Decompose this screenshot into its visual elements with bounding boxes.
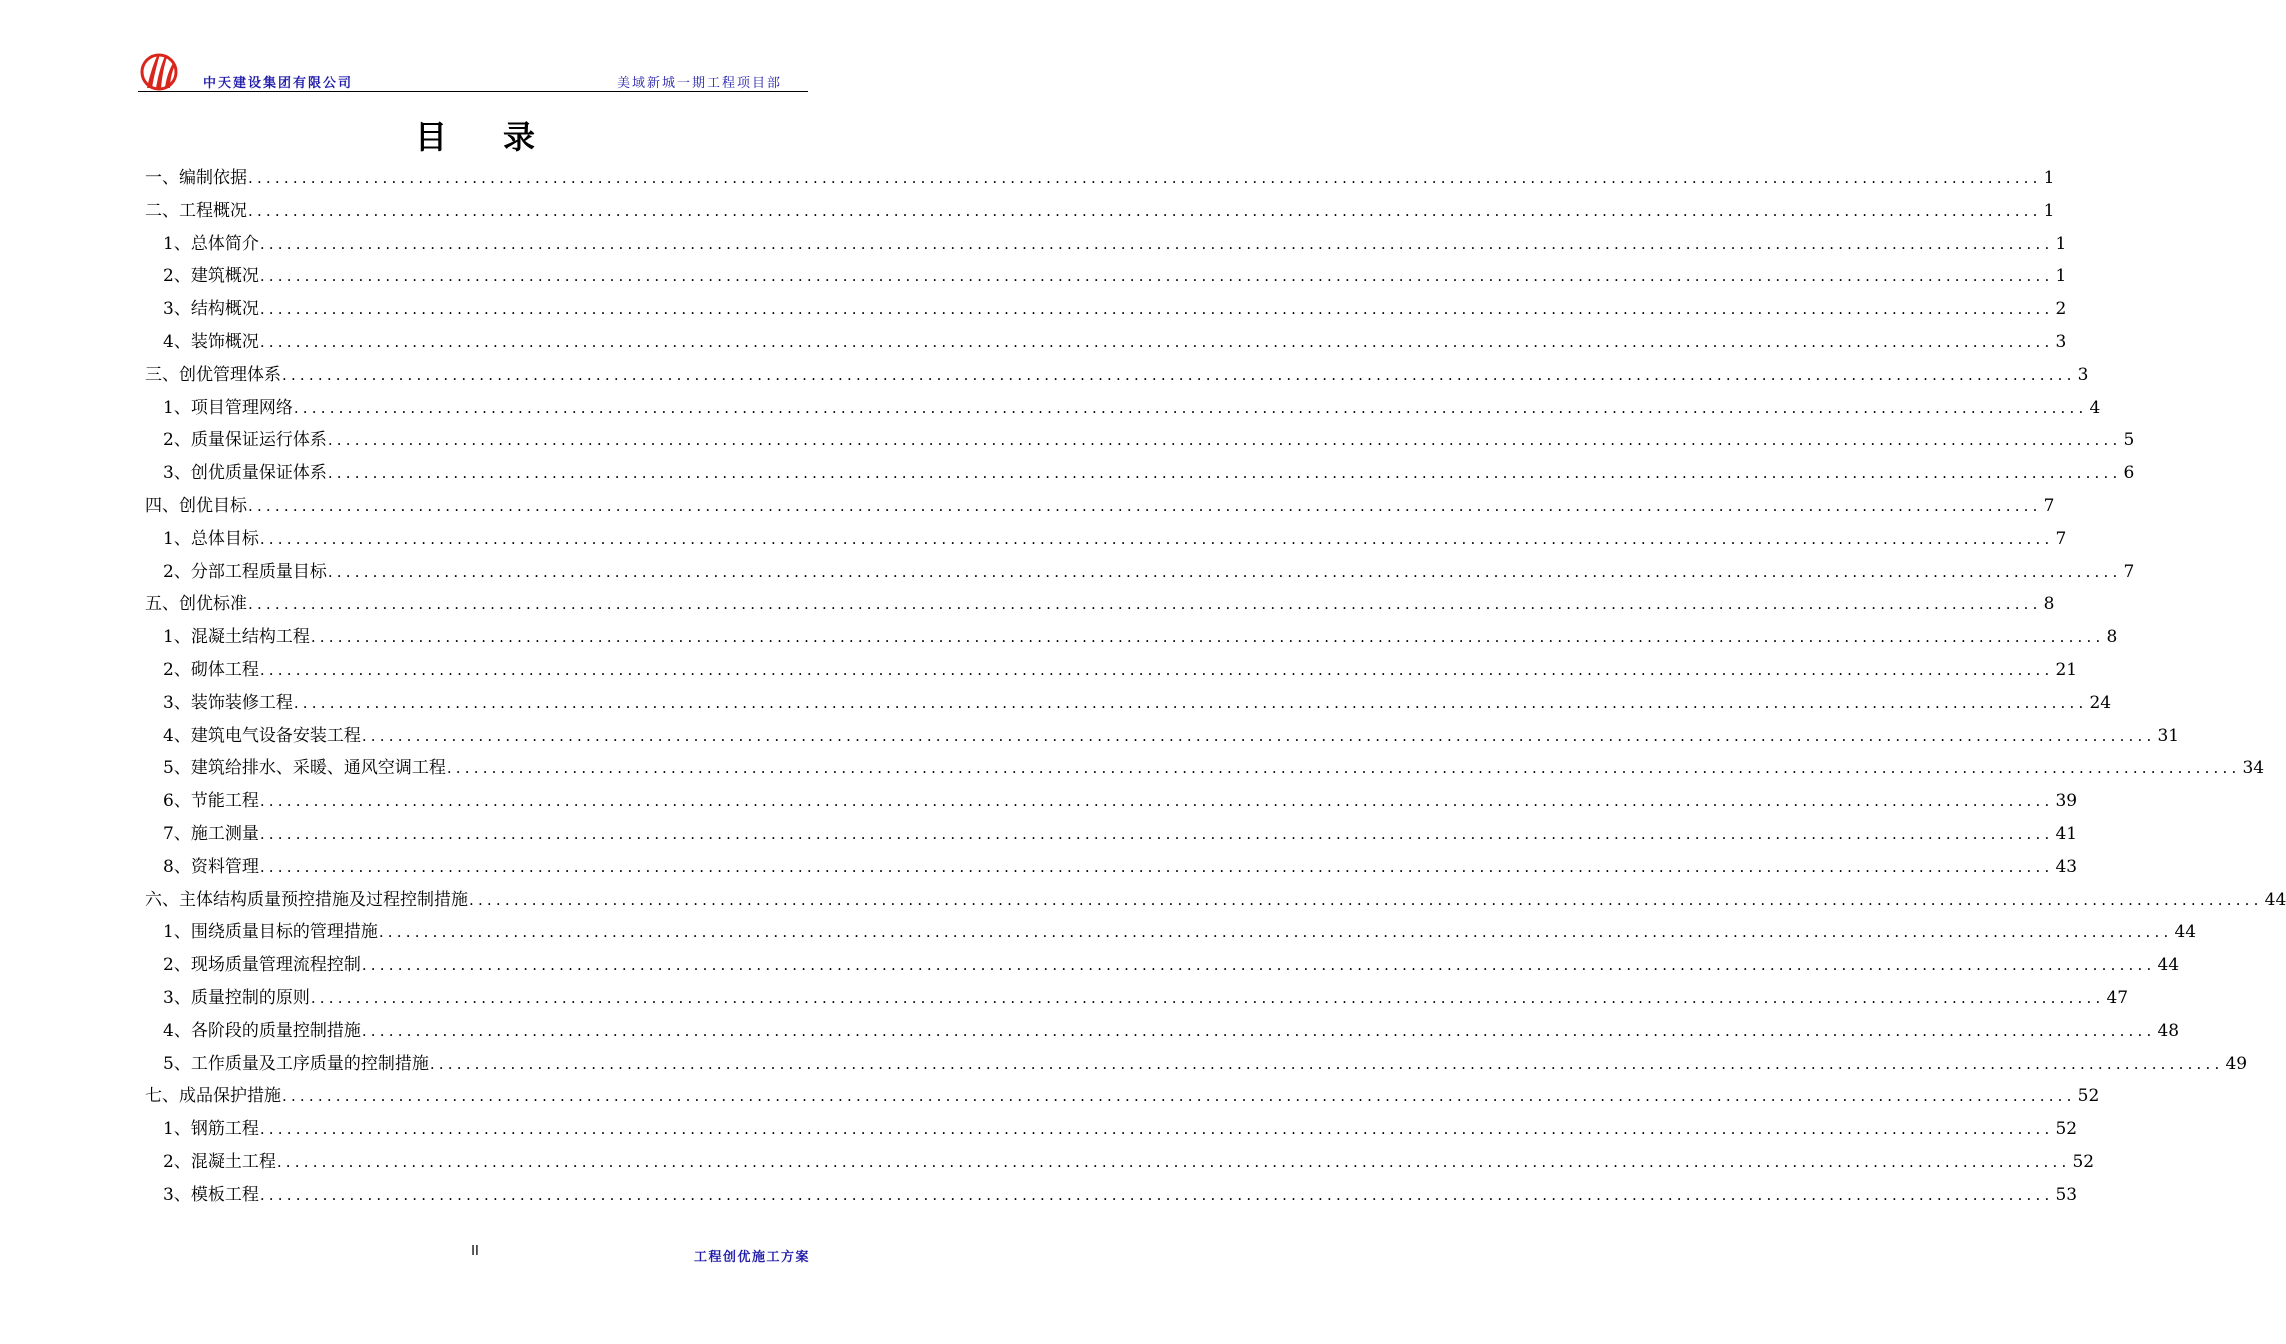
toc-entry-page: 7 xyxy=(2043,495,2055,516)
toc-entry-label: 4、装饰概况 xyxy=(163,331,259,352)
toc-dot-leader: ........................................................................................................................................................................................................ xyxy=(327,464,2122,483)
toc-entry-label: 二、工程概况 xyxy=(145,200,247,221)
toc-entry-page: 41 xyxy=(2055,823,2078,844)
toc-dot-leader: ........................................................................................................................................................................................................ xyxy=(259,529,2054,548)
toc-entry[interactable] xyxy=(145,1080,2100,1113)
toc-entry[interactable] xyxy=(145,949,2180,982)
toc-entry[interactable] xyxy=(145,359,2089,392)
toc-dot-leader: ........................................................................................................................................................................................................ xyxy=(259,824,2054,843)
toc-entry-page: 43 xyxy=(2055,856,2078,877)
project-name: 美域新城一期工程项目部 xyxy=(616,76,782,91)
toc-dot-leader: ........................................................................................................................................................................................................ xyxy=(259,1120,2054,1139)
toc-dot-leader: ........................................................................................................................................................................................................ xyxy=(361,726,2156,745)
toc-entry-page: 24 xyxy=(2089,692,2112,713)
toc-dot-leader: ........................................................................................................................................................................................................ xyxy=(327,562,2122,581)
toc-dot-leader: ........................................................................................................................................................................................................ xyxy=(293,398,2088,417)
toc-entry[interactable] xyxy=(145,1179,2078,1212)
toc-entry[interactable] xyxy=(145,1048,2248,1081)
toc-entry-page: 52 xyxy=(2077,1086,2100,1107)
toc-entry-page: 1 xyxy=(2055,233,2067,254)
toc-entry-label: 1、总体简介 xyxy=(163,233,259,254)
toc-entry-page: 39 xyxy=(2055,791,2078,812)
toc-dot-leader: ........................................................................................................................................................................................................ xyxy=(259,857,2054,876)
toc-entry-label: 6、节能工程 xyxy=(163,791,259,812)
toc-entry-page: 31 xyxy=(2157,725,2180,746)
toc-entry-label: 三、创优管理体系 xyxy=(145,364,281,385)
toc-entry[interactable] xyxy=(145,326,2067,359)
toc-entry[interactable] xyxy=(145,654,2078,687)
toc-dot-leader: ........................................................................................................................................................................................................ xyxy=(259,1185,2054,1204)
toc-entry[interactable] xyxy=(145,818,2078,851)
toc-entry[interactable] xyxy=(145,490,2055,523)
toc-dot-leader: ........................................................................................................................................................................................................ xyxy=(327,431,2122,450)
company-logo-icon xyxy=(138,52,180,90)
toc-entry-label: 四、创优目标 xyxy=(145,495,247,516)
toc-entry[interactable] xyxy=(145,523,2067,556)
toc-entry-label: 4、各阶段的质量控制措施 xyxy=(163,1020,361,1041)
toc-dot-leader: ........................................................................................................................................................................................................ xyxy=(310,988,2105,1007)
footer-document-title: 工程创优施工方案 xyxy=(693,1250,810,1265)
toc-entry-page: 44 xyxy=(2174,922,2197,943)
toc-dot-leader: ........................................................................................................................................................................................................ xyxy=(282,1087,2076,1106)
toc-dot-leader: ........................................................................................................................................................................................................ xyxy=(259,300,2054,319)
toc-entry-page: 7 xyxy=(2055,528,2067,549)
toc-entry[interactable] xyxy=(145,621,2118,654)
toc-dot-leader: ........................................................................................................................................................................................................ xyxy=(429,1054,2224,1073)
toc-dot-leader: ........................................................................................................................................................................................................ xyxy=(446,759,2241,778)
toc-entry-page: 47 xyxy=(2106,987,2129,1008)
toc-entry-label: 2、现场质量管理流程控制 xyxy=(163,955,361,976)
toc-entry-page: 8 xyxy=(2043,594,2055,615)
toc-entry-label: 2、混凝土工程 xyxy=(163,1151,276,1172)
toc-entry-page: 44 xyxy=(2264,889,2286,910)
toc-entry-page: 4 xyxy=(2089,397,2101,418)
toc-entry-page: 1 xyxy=(2043,168,2055,188)
toc-entry-page: 3 xyxy=(2077,364,2089,385)
toc-dot-leader: ........................................................................................................................................................................................................ xyxy=(361,956,2156,975)
toc-dot-leader: ........................................................................................................................................................................................................ xyxy=(293,693,2088,712)
page-header xyxy=(138,52,808,94)
toc-entry-label: 2、建筑概况 xyxy=(163,266,259,287)
toc-entry-label: 3、模板工程 xyxy=(163,1184,259,1205)
toc-entry[interactable] xyxy=(145,1146,2095,1179)
toc-entry-page: 52 xyxy=(2055,1119,2078,1140)
toc-entry[interactable] xyxy=(145,424,2135,457)
toc-entry[interactable] xyxy=(145,588,2055,621)
toc-entry-page: 21 xyxy=(2055,659,2078,680)
toc-entry[interactable] xyxy=(145,392,2101,425)
toc-entry-label: 8、资料管理 xyxy=(163,856,259,877)
toc-dot-leader: ........................................................................................................................................................................................................ xyxy=(259,234,2054,253)
toc-entry-label: 5、建筑给排水、采暖、通风空调工程 xyxy=(163,758,446,779)
toc-dot-leader: ........................................................................................................................................................................................................ xyxy=(361,1021,2156,1040)
toc-entry-label: 七、成品保护措施 xyxy=(145,1086,281,1107)
toc-entry[interactable] xyxy=(145,293,2067,326)
toc-entry-label: 1、围绕质量目标的管理措施 xyxy=(163,922,378,943)
toc-entry-page: 1 xyxy=(2055,266,2067,287)
toc-entry-label: 3、结构概况 xyxy=(163,299,259,320)
table-of-contents xyxy=(145,162,2286,1212)
toc-dot-leader: ........................................................................................................................................................................................................ xyxy=(259,792,2054,811)
toc-dot-leader: ........................................................................................................................................................................................................ xyxy=(248,496,2042,515)
toc-entry-page: 3 xyxy=(2055,331,2067,352)
toc-entry[interactable] xyxy=(145,260,2067,293)
toc-dot-leader: ........................................................................................................................................................................................................ xyxy=(259,660,2054,679)
toc-entry-page: 34 xyxy=(2242,758,2265,779)
header-divider xyxy=(138,91,808,92)
toc-entry[interactable] xyxy=(145,720,2180,753)
toc-entry-label: 一、编制依据 xyxy=(145,168,247,188)
toc-entry[interactable] xyxy=(145,457,2135,490)
toc-dot-leader: ........................................................................................................................................................................................................ xyxy=(248,201,2042,220)
toc-entry-page: 48 xyxy=(2157,1020,2180,1041)
toc-entry-label: 六、主体结构质量预控措施及过程控制措施 xyxy=(145,889,468,910)
toc-entry-page: 52 xyxy=(2072,1151,2095,1172)
toc-dot-leader: ........................................................................................................................................................................................................ xyxy=(310,628,2105,647)
toc-entry-label: 3、创优质量保证体系 xyxy=(163,463,327,484)
toc-dot-leader: ........................................................................................................................................................................................................ xyxy=(276,1152,2071,1171)
toc-entry-page: 8 xyxy=(2106,627,2118,648)
toc-entry-page: 44 xyxy=(2157,955,2180,976)
page-title: 目录 xyxy=(414,118,591,156)
toc-entry[interactable] xyxy=(145,752,2265,785)
toc-entry-page: 6 xyxy=(2123,463,2135,484)
toc-entry-label: 5、工作质量及工序质量的控制措施 xyxy=(163,1053,429,1074)
toc-dot-leader: ........................................................................................................................................................................................................ xyxy=(248,169,2042,187)
toc-entry-page: 49 xyxy=(2225,1053,2248,1074)
toc-dot-leader: ........................................................................................................................................................................................................ xyxy=(378,923,2173,942)
toc-entry-label: 1、项目管理网络 xyxy=(163,397,293,418)
toc-dot-leader: ........................................................................................................................................................................................................ xyxy=(259,267,2054,286)
toc-entry-label: 3、质量控制的原则 xyxy=(163,987,310,1008)
toc-entry-page: 53 xyxy=(2055,1184,2078,1205)
toc-entry-label: 4、建筑电气设备安装工程 xyxy=(163,725,361,746)
toc-entry[interactable] xyxy=(145,982,2129,1015)
toc-entry-label: 3、装饰装修工程 xyxy=(163,692,293,713)
toc-dot-leader: ........................................................................................................................................................................................................ xyxy=(259,332,2054,351)
toc-entry[interactable] xyxy=(145,556,2135,589)
toc-entry-label: 2、质量保证运行体系 xyxy=(163,430,327,451)
toc-entry[interactable] xyxy=(145,916,2197,949)
toc-entry[interactable] xyxy=(145,785,2078,818)
toc-entry-page: 2 xyxy=(2055,299,2067,320)
toc-entry-page: 1 xyxy=(2043,200,2055,221)
toc-entry-page: 5 xyxy=(2123,430,2135,451)
toc-entry[interactable] xyxy=(145,162,2055,195)
toc-entry[interactable] xyxy=(145,851,2078,884)
footer-page-number: II xyxy=(471,1244,479,1259)
toc-entry[interactable] xyxy=(145,1113,2078,1146)
toc-entry[interactable] xyxy=(145,1015,2180,1048)
toc-entry-label: 1、钢筋工程 xyxy=(163,1119,259,1140)
toc-entry-label: 2、砌体工程 xyxy=(163,659,259,680)
toc-entry[interactable] xyxy=(145,228,2067,261)
toc-entry[interactable] xyxy=(145,195,2055,228)
toc-dot-leader: ........................................................................................................................................................................................................ xyxy=(469,890,2263,909)
toc-entry-page: 7 xyxy=(2123,561,2135,582)
toc-entry-label: 五、创优标准 xyxy=(145,594,247,615)
toc-entry[interactable] xyxy=(145,884,2286,917)
toc-dot-leader: ........................................................................................................................................................................................................ xyxy=(282,365,2076,384)
toc-entry-label: 7、施工测量 xyxy=(163,823,259,844)
company-name: 中天建设集团有限公司 xyxy=(203,76,354,91)
toc-entry[interactable] xyxy=(145,687,2112,720)
toc-entry-label: 1、混凝土结构工程 xyxy=(163,627,310,648)
toc-dot-leader: ........................................................................................................................................................................................................ xyxy=(248,595,2042,614)
toc-entry-label: 2、分部工程质量目标 xyxy=(163,561,327,582)
toc-entry-label: 1、总体目标 xyxy=(163,528,259,549)
